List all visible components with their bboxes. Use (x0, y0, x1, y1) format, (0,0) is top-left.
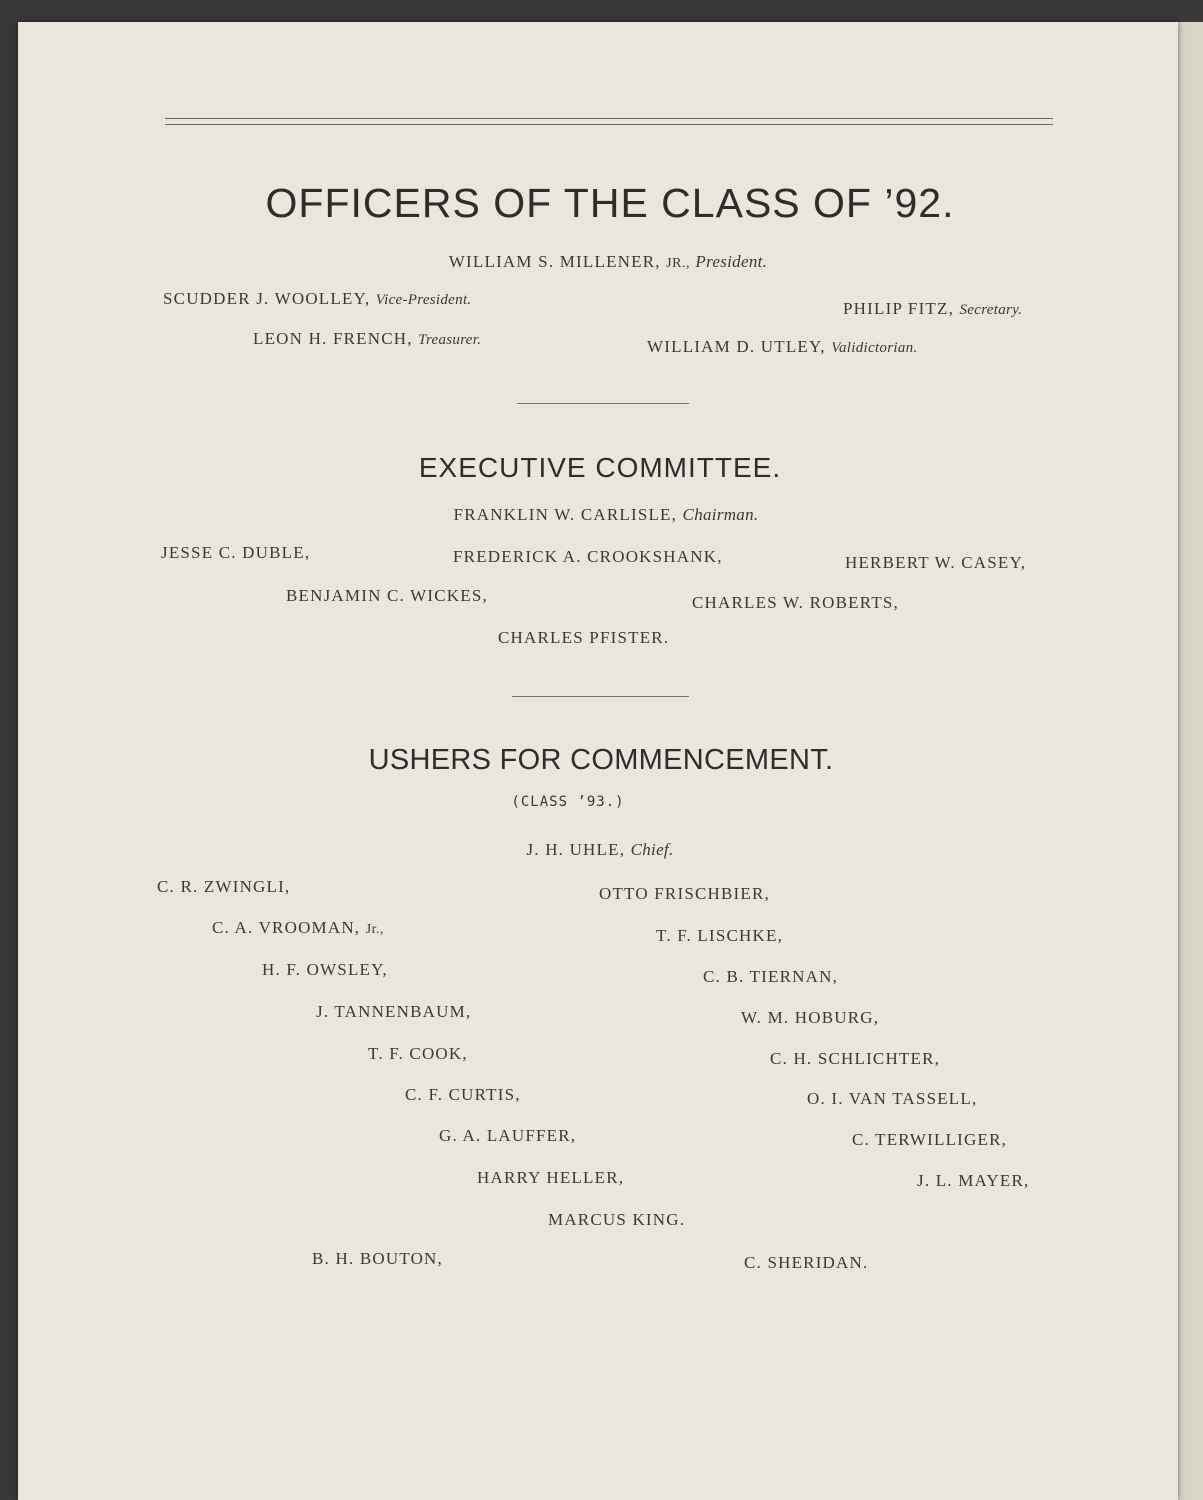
usher-name: C. SHERIDAN. (744, 1253, 869, 1272)
usher-name: C. F. CURTIS, (405, 1085, 521, 1104)
usher-name: J. L. MAYER, (917, 1171, 1030, 1190)
committee-member: CHARLES W. ROBERTS, (692, 593, 899, 612)
usher-name: MARCUS KING. (548, 1210, 686, 1229)
usher-name: H. F. OWSLEY, (262, 960, 388, 979)
usher-name: C. B. TIERNAN, (703, 967, 839, 986)
secretary-line (843, 299, 1022, 319)
usher-name: OTTO FRISCHBIER, (599, 884, 770, 903)
section-divider (512, 696, 689, 697)
chairman-role: Chairman. (682, 505, 759, 524)
valedictorian-role: Validictorian. (831, 340, 918, 356)
committee-member: HERBERT W. CASEY, (845, 553, 1027, 572)
usher-name: G. A. LAUFFER, (439, 1126, 577, 1145)
committee-member: JESSE C. DUBLE, (161, 543, 311, 562)
secretary-name: PHILIP FITZ, (843, 299, 955, 318)
usher-name: C. H. SCHLICHTER, (770, 1049, 941, 1068)
usher-name: O. I. VAN TASSELL, (807, 1089, 978, 1108)
top-double-rule (165, 118, 1053, 125)
president-role: President. (695, 252, 768, 271)
usher-name: C. A. VROOMAN, (212, 918, 361, 937)
treasurer-role: Treasurer. (418, 332, 482, 348)
usher-name: C. TERWILLIGER, (852, 1130, 1008, 1149)
chairman-line (454, 505, 759, 525)
executive-heading: EXECUTIVE COMMITTEE. (418, 452, 782, 483)
valedictorian-name: WILLIAM D. UTLEY, (647, 337, 826, 356)
usher-name: W. M. HOBURG, (741, 1008, 880, 1027)
usher-name: C. R. ZWINGLI, (157, 877, 291, 896)
usher-name: B. H. BOUTON, (312, 1249, 443, 1268)
chief-name: J. H. UHLE, (526, 840, 626, 859)
president-line (449, 252, 767, 272)
president-name: WILLIAM S. MILLENER, (448, 252, 661, 271)
usher-suffix: Jr., (365, 922, 385, 937)
treasurer-line (253, 329, 481, 349)
chairman-name: FRANKLIN W. CARLISLE, (453, 505, 678, 524)
usher-name: J. TANNENBAUM, (316, 1002, 472, 1021)
usher-name: T. F. COOK, (368, 1044, 468, 1063)
committee-member: FREDERICK A. CROOKSHANK, (453, 547, 723, 566)
valedictorian-line (647, 337, 917, 357)
usher-name: T. F. LISCHKE, (656, 926, 784, 945)
section-divider (517, 403, 689, 404)
chief-role: Chief. (630, 840, 674, 859)
vice-president-role: Vice-President. (375, 292, 472, 308)
chief-line (526, 840, 673, 860)
secretary-role: Secretary. (959, 302, 1023, 318)
usher-vrooman (212, 918, 384, 938)
president-suffix: JR., (666, 256, 690, 271)
treasurer-name: LEON H. FRENCH, (253, 329, 413, 348)
usher-name: HARRY HELLER, (477, 1168, 625, 1187)
ushers-heading: USHERS FOR COMMENCEMENT. (368, 744, 834, 776)
vice-president-line (163, 289, 471, 309)
vice-president-name: SCUDDER J. WOOLLEY, (163, 289, 371, 308)
committee-member: CHARLES PFISTER. (498, 628, 670, 647)
committee-member: BENJAMIN C. WICKES, (286, 586, 488, 605)
ushers-subheading: (CLASS ’93.) (511, 794, 625, 810)
officers-heading: OFFICERS OF THE CLASS OF ’92. (265, 180, 955, 226)
